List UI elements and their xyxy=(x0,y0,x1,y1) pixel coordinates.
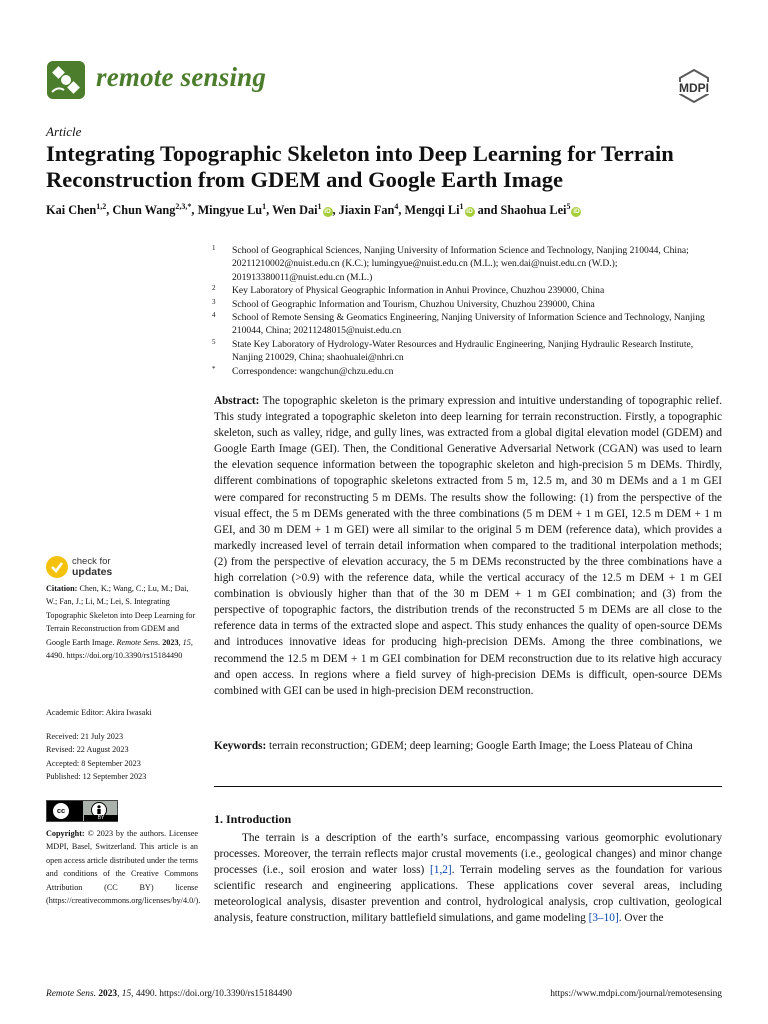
citation-link[interactable]: [3–10] xyxy=(588,912,619,925)
author-separator: , xyxy=(332,203,339,218)
affiliation-number: 4 xyxy=(212,311,216,320)
citation-doi[interactable]: , 4490. https://doi.org/10.3390/rs15184490 xyxy=(46,637,193,661)
affiliation-number: 1 xyxy=(212,244,216,252)
section-divider xyxy=(214,786,722,787)
author-name: Kai Chen xyxy=(46,203,97,218)
citation-label: Citation: xyxy=(46,584,78,593)
mdpi-logo-icon xyxy=(666,68,722,104)
citation-link[interactable]: [1,2] xyxy=(430,864,452,877)
author-affiliation-mark: 1 xyxy=(459,202,464,211)
publication-dates xyxy=(46,730,198,784)
keywords-label: Keywords: xyxy=(214,740,267,752)
check-for-label: check for xyxy=(72,556,111,567)
affiliation-text: School of Geographic Information and Tourism, Chuzhou University, Chuzhou 239000, China xyxy=(232,298,595,310)
affiliation-number: * xyxy=(212,364,216,373)
author-affiliation-mark: 1 xyxy=(317,202,322,211)
updates-label: updates xyxy=(72,566,113,578)
citation-text: Chen, K.; Wang, C.; Lu, M.; Dai, W.; Fan, J.; Li, M.; Lei, S. Integrating Topographic Skeleton into Deep Learning for Terrain Reconstruction from GDEM and Google Earth Image. xyxy=(46,584,196,647)
author-name: Wen Dai xyxy=(272,203,318,218)
author-separator: , xyxy=(191,203,198,218)
copyright-notice xyxy=(46,827,201,907)
affiliation-item xyxy=(212,365,724,378)
author-list xyxy=(46,202,746,218)
orcid-icon[interactable]: iD xyxy=(573,208,580,216)
orcid-icon[interactable]: iD xyxy=(324,208,331,216)
copyright-text: © 2023 by the authors. Licensee MDPI, Basel, Switzerland. This article is an open access article distributed under the terms and conditions of the Creative Commons Attribution (CC BY) license (https://creativecommons.org/licenses/by/4.0/). xyxy=(46,829,201,906)
affiliation-number: 3 xyxy=(212,297,216,306)
author-name: Mengqi Li xyxy=(404,203,460,218)
author-name: Mingyue Lu xyxy=(197,203,263,218)
footer-journal-url[interactable]: https://www.mdpi.com/journal/remotesensing xyxy=(550,989,722,999)
article-type: Article xyxy=(46,124,82,139)
intro-text-2: . Terrain modeling serves as the foundation for various scientific research and engineering applications. These applications cover several areas, including meteorological analysis, disaster prevention and control, hydrological analysis, crop cultivation, geological analysis, feature construction, military battlefield simulations, and game modeling xyxy=(214,864,722,925)
paper-title: Integrating Topographic Skeleton into Deep Learning for Terrain Reconstruction from GDEM and Google Earth Image xyxy=(46,141,674,192)
affiliation-number: 5 xyxy=(212,337,216,346)
revised-date: Revised: 22 August 2023 xyxy=(46,745,129,755)
affiliation-item xyxy=(212,338,724,365)
by-label: BY xyxy=(84,815,118,821)
author-separator: , xyxy=(106,203,113,218)
satellite-logo-icon xyxy=(46,60,86,100)
check-for-updates-badge[interactable] xyxy=(46,556,156,580)
affiliation-text: Correspondence: wangchun@chzu.edu.cn xyxy=(232,365,394,377)
affiliation-item xyxy=(212,244,724,284)
cc-icon: cc xyxy=(52,802,70,820)
footer-volume: , 15 xyxy=(117,989,132,999)
author-affiliation-mark: 1,2 xyxy=(96,202,107,211)
abstract-text: The topographic skeleton is the primary expression and intuitive understanding of topographic relief. This study integrated a topographic skeleton into deep learning for terrain reconstruction. Firstly, a topographic skeleton, such as valley, ridge, and gully lines, was extracted from a global digital elevation model (GDEM) and Google Earth Image (GEI). Then, the Conditional Generative Adversarial Network (CGAN) was used to learn the elevation sequence information between the topographic skeleton and high-precision 5 m DEMs. Thirdly, different combinations of topographic skeletons extracted from 5 m, 12.5 m, and 30 m DEMs and a 1 m GEI were compared for reconstructing 5 m DEMs. The results show the following: (1) from the perspective of the visual effect, the 5 m DEMs generated with the three combinations (5 m DEM + 1 m GEI, 12.5 m DEM + 1 m GEI, and 30 m DEM + 1 m GEI) were all similar to the original 5 m DEM (reference data), which provides a markedly increased level of terrain detail information when compared to the traditional interpolation methods; (2) from the perspective of elevation accuracy, the 5 m DEMs reconstructed by the three combinations have a high correlation (>0.9) with the reference data, while the vertical accuracy of the 12.5 m DEM + 1 m GEI combination is obviously higher than that of the 30 m DEM + 1 m GEI combination; and (3) from the perspective of topographic factors, the distribution trends of the reconstructed 5 m DEMs are all close to the reference data in terms of the extracted slope and aspect. This study enhances the quality of open-source DEMs and introduces innovative ideas for producing high-precision DEMs. Among the three combinations, we recommend the 12.5 m DEM + 1 m GEI combination for DEM reconstruction due to its relative high accuracy and open access. In regions where a field survey of high-precision DEMs is difficult, open-source DEMs combined with GEI can be used in high-precision DEM reconstruction. xyxy=(214,395,722,697)
author-separator: , xyxy=(266,203,273,218)
citation-journal: Remote Sens. xyxy=(116,637,161,647)
journal-name: remote sensing xyxy=(96,62,267,92)
orcid-icon[interactable]: iD xyxy=(466,208,473,216)
author-separator: and xyxy=(474,203,501,218)
affiliation-text: School of Geographical Sciences, Nanjing University of Information Science and Technology, Nanjing 210044, China; 20211210002@nuist.edu.cn (K.C.); lumingyue@nuist.edu.cn (M.L.); wen.dai@nuist.edu.cn (W.D.); 201913380011@nuist.edu.cn (M.L.) xyxy=(232,245,689,283)
abstract xyxy=(214,393,722,699)
intro-text-1: The terrain is a description of the earth’s surface, encompassing various geomorphic evolutionary processes. Moreover, the terrain reflects major crustal movements (i.e., geological changes) and minor change processes (i.e., soil erosion and water loss) xyxy=(214,832,722,877)
intro-paragraph xyxy=(214,830,722,927)
received-date: Received: 21 July 2023 xyxy=(46,732,124,741)
citation-year: 2023 xyxy=(160,637,179,647)
copyright-label: Copyright: xyxy=(46,829,85,838)
abstract-label: Abstract: xyxy=(214,395,260,407)
author-affiliation-mark: 4 xyxy=(394,202,399,211)
keywords xyxy=(214,738,722,754)
affiliation-number: 2 xyxy=(212,284,216,293)
academic-editor: Academic Editor: Akira Iwasaki xyxy=(46,708,152,717)
publisher-name: MDPI xyxy=(679,81,709,95)
published-date: Published: 12 September 2023 xyxy=(46,772,147,782)
author-affiliation-mark: 5 xyxy=(566,202,571,211)
intro-text-3: . Over the xyxy=(618,912,664,925)
footer-doi[interactable]: , 4490. https://doi.org/10.3390/rs15184490 xyxy=(131,989,292,999)
keywords-text: terrain reconstruction; GDEM; deep learning; Google Earth Image; the Loess Plateau of China xyxy=(269,740,693,752)
citation-volume: , 15 xyxy=(178,637,191,647)
footer-citation xyxy=(46,989,292,999)
affiliation-item xyxy=(212,311,724,338)
affiliation-item xyxy=(212,298,724,311)
affiliation-text: State Key Laboratory of Hydrology-Water Resources and Hydraulic Engineering, Nanjing Hydraulic Research Institute, Nanjing 210029, China; shaohualei@nhri.cn xyxy=(232,338,694,364)
affiliation-text: School of Remote Sensing & Geomatics Engineering, Nanjing University of Information Science and Technology, Nanjing 210044, China; 20211248015@nuist.edu.cn xyxy=(232,312,705,337)
author-name: Chun Wang xyxy=(112,203,176,218)
author-separator: , xyxy=(398,203,405,218)
affiliations xyxy=(212,244,724,378)
author-affiliation-mark: 1 xyxy=(262,202,267,211)
affiliation-item xyxy=(212,284,724,297)
section-heading: 1. Introduction xyxy=(214,812,292,826)
citation-block xyxy=(46,582,198,662)
author-name: Jiaxin Fan xyxy=(338,203,395,218)
footer-journal: Remote Sens. xyxy=(46,989,96,999)
cc-by-license-badge[interactable] xyxy=(46,800,118,822)
footer-year: 2023 xyxy=(95,989,118,999)
accepted-date: Accepted: 8 September 2023 xyxy=(46,758,141,768)
affiliation-text: Key Laboratory of Physical Geographic Information in Anhui Province, Chuzhou 239000, China xyxy=(232,285,605,297)
check-updates-icon xyxy=(46,556,68,578)
author-name: Shaohua Lei xyxy=(500,203,567,218)
author-affiliation-mark: 2,3,* xyxy=(175,202,192,211)
